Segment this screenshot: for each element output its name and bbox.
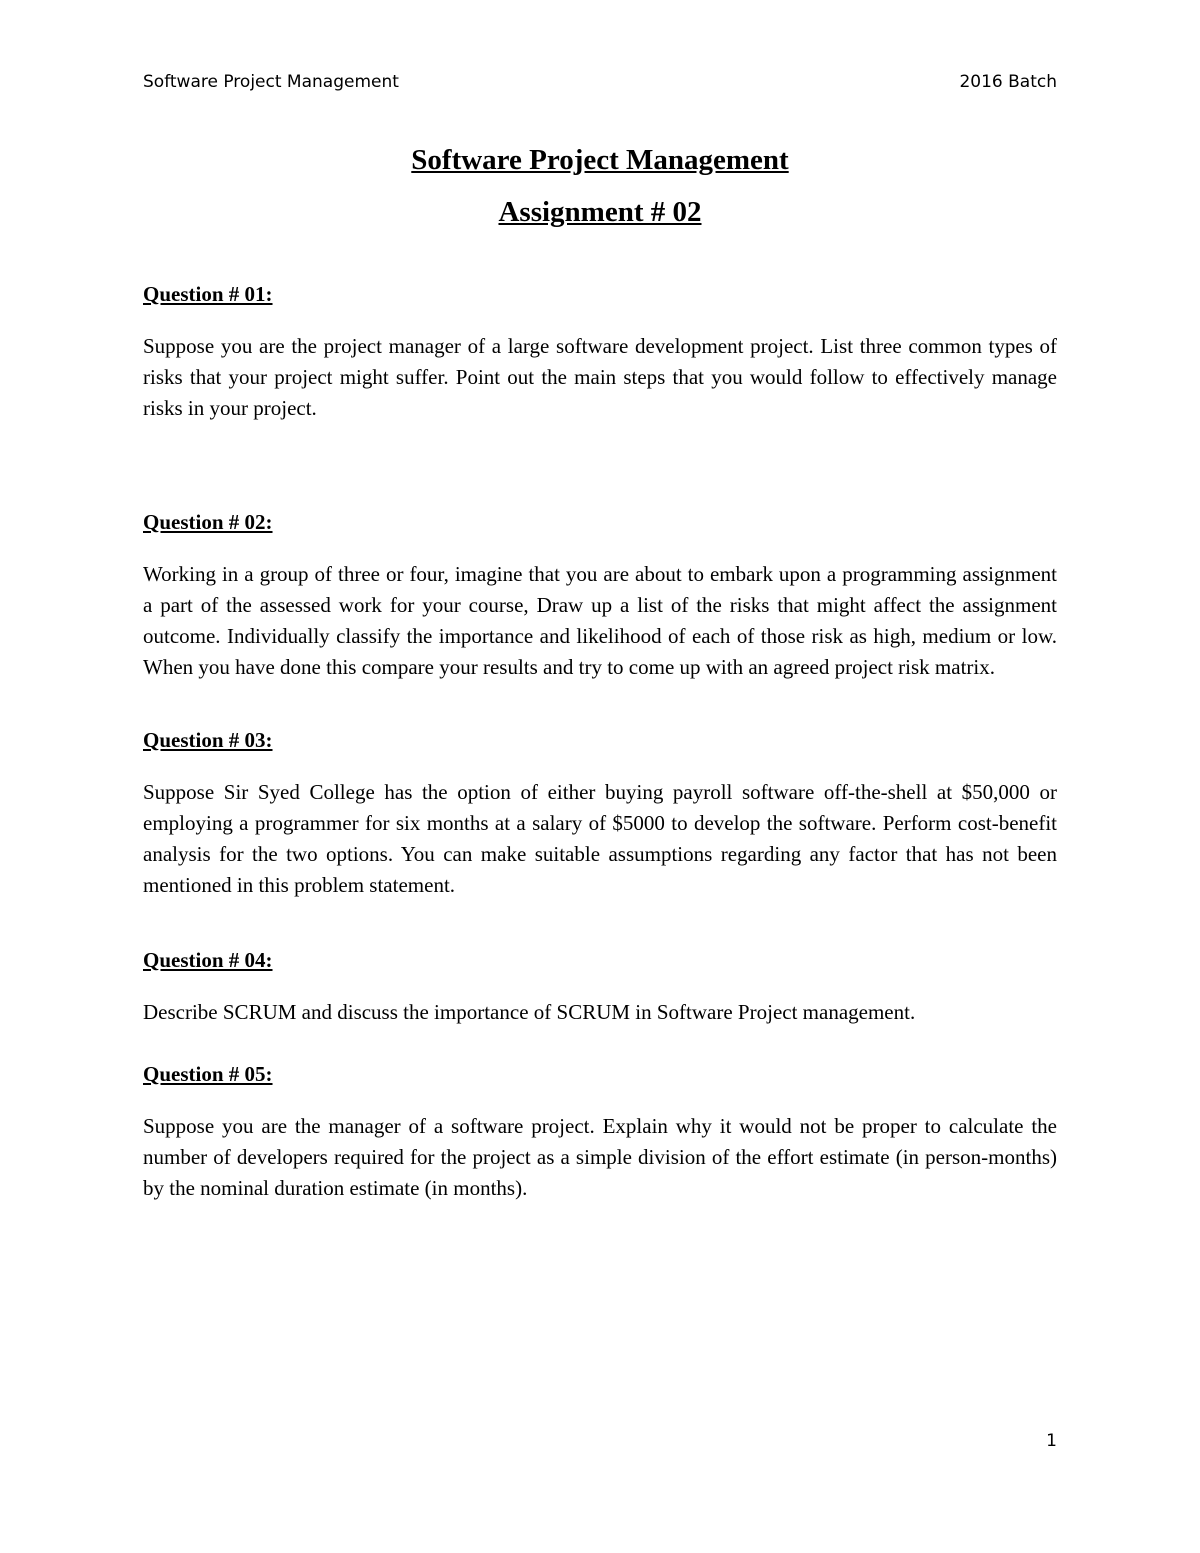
question-text: Suppose you are the manager of a software project. Explain why it would not be proper to calculate the number of developers required for the project as a simple division of the effort estimate (in person-months) by the nominal duration estimate (in months).	[143, 1114, 1057, 1200]
document-title: Software Project Management	[411, 144, 789, 176]
question-heading: Question # 02:	[143, 510, 273, 534]
question-text: Describe SCRUM and discuss the importance of SCRUM in Software Project management.	[143, 1000, 916, 1024]
question-4	[143, 945, 1057, 1028]
question-text: Suppose Sir Syed College has the option of either buying payroll software off-the-shell at $50,000 or employing a programmer for six months at a salary of $5000 to develop the software. Perform cost-benefit analysis for the two options. You can make suitable assumptions regarding any factor that has not been mentioned in this problem statement.	[143, 780, 1057, 897]
question-5	[143, 1059, 1057, 1204]
question-heading: Question # 05:	[143, 1062, 273, 1086]
question-1	[143, 279, 1057, 424]
page-number: 1	[1046, 1431, 1057, 1451]
assignment-number: Assignment # 02	[498, 196, 702, 228]
question-heading: Question # 04:	[143, 948, 273, 972]
question-text: Suppose you are the project manager of a large software development project. List three common types of risks that your project might suffer. Point out the main steps that you would follow to effectively manage risks in your project.	[143, 334, 1057, 420]
question-2	[143, 507, 1057, 683]
question-heading: Question # 03:	[143, 728, 273, 752]
page-header	[143, 72, 1057, 100]
question-3	[143, 725, 1057, 901]
question-text: Working in a group of three or four, imagine that you are about to embark upon a programming assignment a part of the assessed work for your course, Draw up a list of the risks that might affect the assignment outcome. Individually classify the importance and likelihood of each of those risk as high, medium or low. When you have done this compare your results and try to come up with an agreed project risk matrix.	[143, 562, 1057, 679]
header-course-title: Software Project Management	[143, 72, 399, 92]
header-batch: 2016 Batch	[959, 72, 1057, 92]
document-body	[143, 140, 1057, 1204]
question-heading: Question # 01:	[143, 282, 273, 306]
